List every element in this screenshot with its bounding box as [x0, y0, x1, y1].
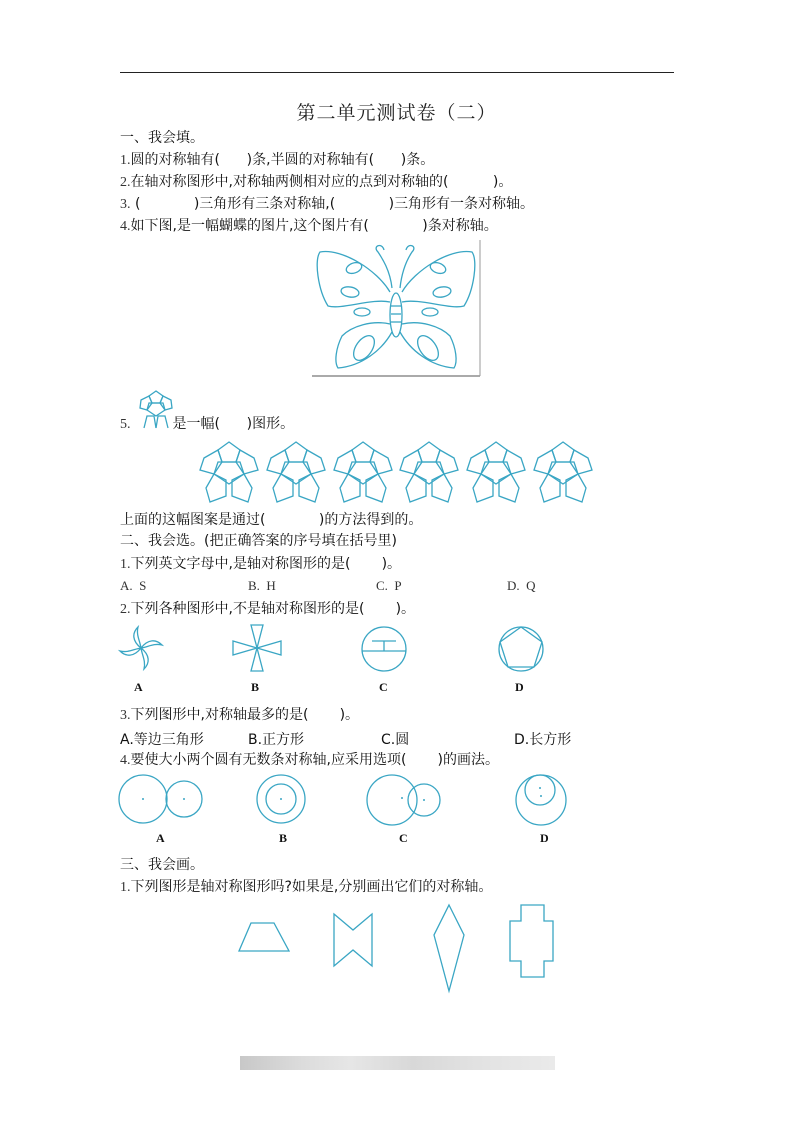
s2-question-2 — [120, 600, 415, 619]
question-number: 2. — [120, 175, 131, 190]
s2q3-option-a: A.等边三角形 — [120, 732, 204, 748]
page-title: 第二单元测试卷（二） — [296, 102, 497, 124]
header-rule — [120, 72, 674, 73]
question-text: 要使大小两个圆有无数条对称轴,应采用选项( )的画法。 — [130, 752, 500, 768]
s2q1-option-d: D. Q — [507, 578, 536, 593]
butterfly-figure — [312, 240, 482, 380]
s1-question-5-follow: 上面的这幅图案是通过( )的方法得到的。 — [120, 512, 423, 528]
footer-blurred-bar — [240, 1056, 555, 1070]
two-circles-internal-figure — [514, 772, 568, 826]
question-text: 下列图形是轴对称图形吗?如果是,分别画出它们的对称轴。 — [130, 879, 493, 895]
pentagon-pattern-row — [196, 440, 596, 510]
s2q4-label-d: D — [540, 831, 549, 845]
s1-question-3 — [120, 195, 534, 214]
question-number: 4. — [120, 753, 131, 768]
s1-question-1 — [120, 151, 434, 170]
s2q2-label-a: A — [134, 680, 143, 694]
s2q1-option-c: C. P — [376, 578, 402, 593]
question-number: 2. — [120, 602, 131, 617]
question-number: 4. — [120, 219, 131, 234]
question-number: 5. — [120, 417, 131, 432]
trapezoid-figure — [238, 920, 292, 954]
question-text: 下列英文字母中,是轴对称图形的是( )。 — [130, 556, 402, 572]
question-text: ( )三角形有三条对称轴,( )三角形有一条对称轴。 — [130, 196, 535, 212]
s2q2-label-b: B — [251, 680, 260, 694]
s2q2-label-c: C — [379, 680, 388, 694]
bowtie-figure — [332, 912, 376, 968]
section2-heading: 二、我会选。(把正确答案的序号填在括号里) — [120, 533, 397, 549]
s2q4-label-a: A — [156, 831, 165, 845]
two-circles-tangent-figure — [118, 773, 206, 825]
s1-question-2 — [120, 173, 512, 192]
cross-shape-figure — [508, 903, 556, 979]
s2-question-4 — [120, 751, 499, 770]
s2q3-option-b: B.正方形 — [248, 732, 305, 748]
two-circles-concentric-figure — [255, 773, 307, 825]
s2-question-1 — [120, 555, 401, 574]
section3-heading: 三、我会画。 — [120, 857, 204, 873]
pentagon-motif-small — [136, 390, 176, 430]
question-text: 如下图,是一幅蝴蝶的图片,这个图片有( )条对称轴。 — [130, 218, 498, 234]
pinwheel-figure — [118, 625, 164, 671]
question-text: 圆的对称轴有( )条,半圆的对称轴有( )条。 — [130, 152, 435, 168]
question-number: 3. — [120, 708, 131, 723]
s2q3-option-c: C.圆 — [381, 732, 410, 748]
s3-question-1 — [120, 878, 492, 897]
section1-heading: 一、我会填。 — [120, 130, 204, 146]
question-number: 3. — [120, 197, 131, 212]
question-text: 下列各种图形中,不是轴对称图形的是( )。 — [130, 601, 416, 617]
s2q2-label-d: D — [515, 680, 524, 694]
s2q3-option-d: D.长方形 — [514, 732, 572, 748]
s2q4-label-b: B — [279, 831, 288, 845]
circle-with-bars-figure — [360, 625, 408, 673]
s2q4-label-c: C — [399, 831, 408, 845]
crossed-triangles-figure — [232, 624, 282, 672]
question-text: 在轴对称图形中,对称轴两侧相对应的点到对称轴的( )。 — [130, 174, 513, 190]
s1-question-4 — [120, 217, 498, 236]
question-text: 下列图形中,对称轴最多的是( )。 — [130, 707, 360, 723]
kite-figure — [432, 903, 466, 993]
question-number: 1. — [120, 557, 131, 572]
two-circles-overlapping-figure — [366, 773, 444, 827]
question-number: 1. — [120, 880, 131, 895]
s2q1-option-a: A. S — [120, 578, 147, 593]
question-number: 1. — [120, 153, 131, 168]
s2-question-3 — [120, 706, 359, 725]
question-text: 是一幅( )图形。 — [172, 416, 295, 432]
pentagon-in-circle-figure — [497, 625, 545, 673]
s2q1-option-b: B. H — [248, 578, 276, 593]
